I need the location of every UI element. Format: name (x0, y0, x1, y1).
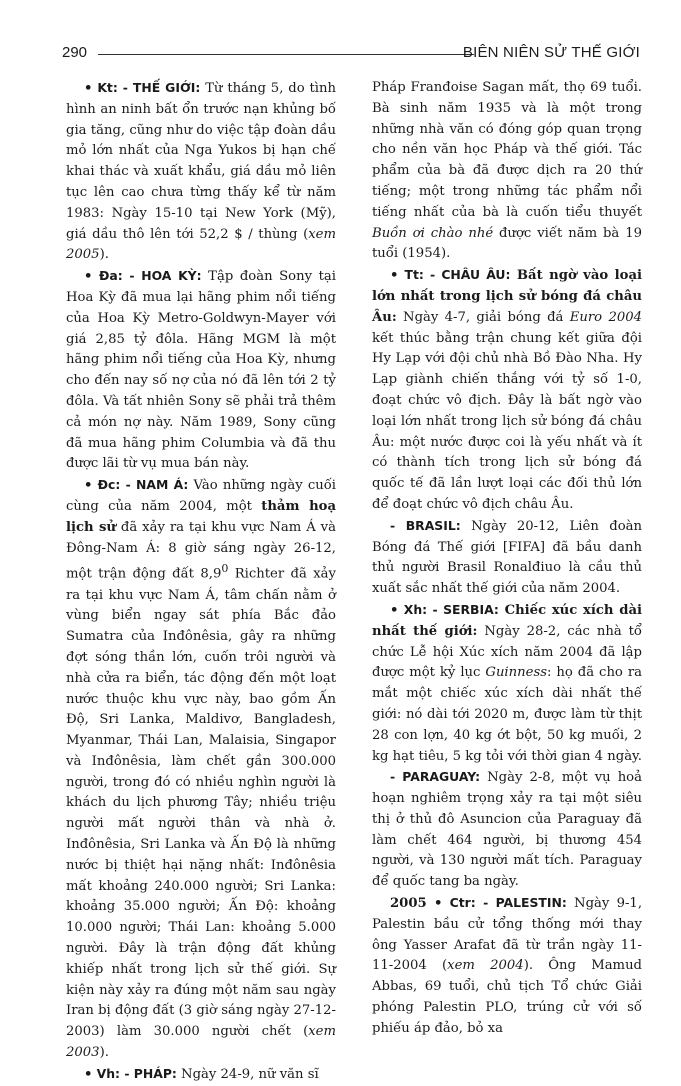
event-name: Euro 2004 (569, 309, 643, 325)
degree-superscript: 0 (221, 562, 229, 576)
header-rule (98, 54, 474, 55)
entry-south-asia (66, 475, 336, 1064)
entry-highlight: Chiếc xúc xích dài nhất thế giới: (372, 602, 642, 639)
entry-paraguay (372, 767, 642, 893)
record-name: Guinness (485, 665, 547, 681)
entry-economy-world (66, 78, 336, 266)
entry-tag: Kt: - THẾ GIỚI: (97, 80, 201, 95)
entry-palestine (372, 893, 642, 1040)
page-header (62, 42, 640, 64)
book-title: Buồn ơi chào nhé (372, 225, 494, 241)
bullet-icon: • (390, 602, 399, 618)
entry-tag: Ctr: - PALESTIN: (449, 895, 567, 911)
entry-tag: Đa: - HOA KỲ: (99, 268, 202, 284)
entry-text-2: đã xảy ra tại khu vực Nam Á và Đông-Nam Á: 8 giờ sáng ngày 26-12, một trận động đất 8,9 (66, 519, 336, 582)
entry-text-end: ). Ông Mamud Abbas, 69 tuổi, chủ tịch Tổ chức Giải phóng Palestin PLO, trúng cử với số phiếu áp đảo, bỏ xa (372, 958, 642, 1036)
entry-usa (66, 266, 336, 475)
entry-france-continued (372, 78, 642, 265)
bullet-icon: • (433, 896, 443, 912)
bullet-icon: • (84, 81, 93, 96)
entry-text-end: : họ đã cho ra mắt một chiếc xúc xích dài nhất thế giới: nó dài tới 2020 m, được làm từ thịt 28 con lợn, 40 kg ớt bột, 50 kg muối, 2 kg hạt tiêu, 5 kg tỏi với thời gian 4 ngày. (372, 665, 643, 764)
cross-reference: xem 2004 (447, 958, 524, 974)
entry-europe (372, 265, 642, 516)
entry-tag: - PARAGUAY: (390, 769, 481, 785)
entry-tag: Tt: - CHÂU ÂU: (404, 267, 511, 283)
entry-highlight: thảm hoạ lịch sử (66, 498, 337, 535)
left-column (66, 78, 337, 1082)
page-number: 290 (62, 44, 88, 61)
bullet-icon: • (84, 1066, 93, 1082)
entry-text: Ngày 28-2, các nhà tổ chức Lễ hội Xúc xích năm 2004 đã lập được một kỷ lục (372, 623, 642, 681)
entry-text: Ngày 2-8, một vụ hoả hoạn nghiêm trọng xảy ra tại một siêu thị ở thủ đô Asuncion của Paraguay đã làm chết 464 người, bị thương 454 người, và 130 người mất tích. Paraguay để quốc tang ba ngày. (372, 770, 642, 890)
entry-text-end: ). (99, 247, 109, 263)
cross-reference: xem 2005 (66, 226, 336, 263)
entry-text: Ngày 24-9, nữ văn sĩ (176, 1066, 319, 1082)
bullet-icon: • (84, 478, 93, 494)
entry-text: Tập đoàn Sony tại Hoa Kỳ đã mua lại hãng phim nổi tiếng của Hoa Kỳ Metro-Goldwyn-Mayer với giá 2,85 tỷ đôla. Hãng MGM là một hãng phim nổi tiếng của Hoa Kỳ, nhưng cho đến nay số nợ của nó đã lên tới 2 tỷ đôla. Và tất nhiên Sony sẽ phải trả thêm cả món nợ này. Năm 1989, Sony cũng đã mua hãng phim Columbia và đã thu được lãi từ vụ mua bán này. (66, 269, 336, 472)
entry-tag: Xh: - SERBIA: (403, 601, 499, 617)
entry-brasil (372, 516, 642, 600)
entry-text-end: ). (99, 1045, 109, 1061)
running-title: BIÊN NIÊN SỬ THẾ GIỚI (462, 44, 640, 61)
entry-text: Từ tháng 5, do tình hình an ninh bất ổn trước nạn khủng bố gia tăng, cũng như do việc tập đoàn dầu mỏ lớn nhất của Nga Yukos bị hạn chế khai thác và xuất khẩu, giá dầu mỏ liên tục lên cao chưa từng thấy kể từ năm 1983: Ngày 15-10 tại New York (Mỹ), giá dầu thô lên tới 52,2 $ / thùng ( (66, 81, 336, 242)
cross-reference: xem 2003 (66, 1024, 336, 1061)
entry-tag: Vh: - PHÁP: (96, 1065, 177, 1081)
bullet-icon: • (84, 269, 93, 285)
entry-text: Ngày 4-7, giải bóng đá (396, 309, 570, 325)
entry-text: Pháp Franđoise Sagan mất, thọ 69 tuổi. Bà sinh năm 1935 và là một trong những nhà văn có đóng góp quan trọng cho nền văn học Pháp và thế giới. Tác phẩm của bà đã được dịch ra 20 thứ tiếng; một trong những tác phẩm nổi tiếng nhất của bà là cuốn tiểu thuyết (372, 80, 642, 220)
entry-text: Ngày 9-1, Palestin bầu cử tổng thống mới thay ông Yasser Arafat đã từ trần ngày 11-11-2004 ( (372, 896, 643, 974)
entry-text-end: được viết năm bà 19 tuổi (1954). (372, 225, 642, 262)
year-heading: 2005 (390, 896, 427, 912)
entry-text-3: Richter đã xảy ra tại khu vực Nam Á, tâm chấn nằm ở vùng biển ngay sát phía Bắc đảo Sumatra của Inđônêsia, gây ra những đợt sóng thần lớn, cuốn trôi người và nhà cửa ra biển, tác động đến một loạt nước thuộc khu vực này, bao gồm Ấn Độ, Sri Lanka, Maldivơ, Bangladesh, Myanmar, Thái Lan, Malaisia, Singapor và Inđônêsia, làm chết gần 300.000 người, trong đó có nhiều nghìn người là khách du lịch phương Tây; nhiều triệu người mất người thân và nhà ở. Inđônêsia, Sri Lanka và Ấn Độ là những nước bị thiệt hại nặng nhất: Inđônêsia mất khoảng 240.000 người; Sri Lanka: khoảng 35.000 người; Ấn Độ: khoảng 10.000 người; Thái Lan: khoảng 5.000 người. Đây là trận động đất khủng khiếp nhất trong lịch sử thế giới. Sự kiện này xảy ra đúng một năm sau ngày Iran bị động đất (3 giờ sáng ngày 27-12-2003) làm 30.000 người chết ( (66, 566, 336, 1040)
right-column (372, 78, 643, 1036)
bullet-icon: • (390, 268, 399, 284)
entry-serbia (372, 600, 642, 767)
entry-text: Vào những ngày cuối cùng của năm 2004, một (66, 478, 336, 514)
entry-france (66, 1064, 336, 1086)
entry-text-end: kết thúc bằng trận chung kết giữa đội Hy Lạp với đội chủ nhà Bồ Đào Nha. Hy Lạp giành chiến thắng với tỷ số 1-0, đoạt chức vô địch. Đây là bất ngờ vào loại lớn nhất trong lịch sử bóng đá châu Âu: một nước được coi là yếu nhất và ít có thành tích trong lịch sử bóng đá quốc tế đã lần lượt loại các đối thủ lớn để đoạt chức vô địch châu Âu. (372, 330, 642, 512)
entry-text: Ngày 20-12, Liên đoàn Bóng đá Thế giới [FIFA] đã bầu danh thủ người Brasil Ronalđiuo là cầu thủ xuất sắc nhất thế giới của năm 2004. (372, 518, 643, 597)
entry-tag: - BRASIL: (390, 517, 461, 533)
entry-tag: Đc: - NAM Á: (97, 477, 189, 493)
entry-highlight: Bất ngờ vào loại lớn nhất trong lịch sử bóng đá châu Âu: (372, 268, 642, 325)
